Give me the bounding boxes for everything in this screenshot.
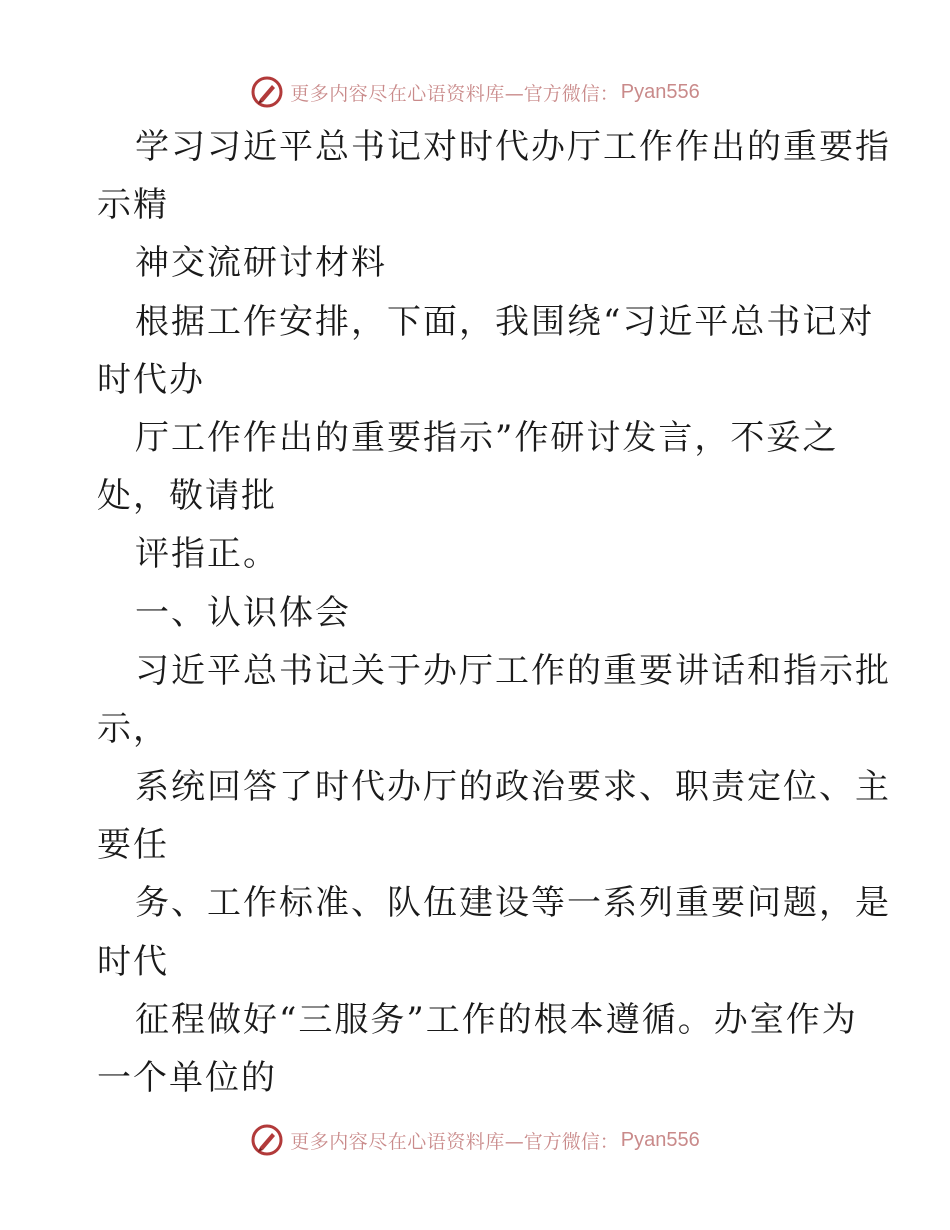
pen-logo-icon [250,1123,284,1157]
title-line: 示精 [97,185,169,226]
paragraph-line: 系统回答了时代办厅的政治要求、职责定位、主 [135,767,891,808]
title-line: 神交流研讨材料 [135,243,387,284]
paragraph-line: 时代办 [97,359,205,400]
section-heading: 一、认识体会 [135,592,351,633]
paragraph-line: 示， [97,708,169,749]
watermark-separator: —官方微信： [504,82,619,105]
paragraph-line: 征程做好“三服务”工作的根本遵循。办室作为 [135,999,858,1040]
pen-logo-icon [250,75,284,109]
paragraph-line: 厅工作作出的重要指示”作研讨发言，不妥之 [135,417,839,458]
paragraph-line: 评指正。 [135,534,279,575]
paragraph-line: 要任 [97,825,169,866]
paragraph-line: 习近平总书记关于办厅工作的重要讲话和指示批 [135,650,891,691]
paragraph-line: 处，敬请批 [97,476,277,517]
watermark-brand: Pyan556 [620,1128,700,1151]
paragraph-line: 务、工作标准、队伍建设等一系列重要问题，是 [135,883,891,924]
paragraph-line: 时代 [97,941,169,982]
watermark-text: 更多内容尽在心语资料库 [290,1130,505,1153]
header-watermark-banner [0,72,950,112]
title-line: 学习习近平总书记对时代办厅工作作出的重要指 [135,127,891,167]
watermark-separator: —官方微信： [504,1130,619,1153]
footer-watermark-banner [0,1120,950,1160]
watermark-text: 更多内容尽在心语资料库 [290,82,505,105]
watermark-brand: Pyan556 [620,80,700,103]
document-body [97,118,891,1107]
paragraph-line: 一个单位的 [97,1058,277,1098]
paragraph-line: 根据工作安排，下面，我围绕“习近平总书记对 [135,301,875,342]
